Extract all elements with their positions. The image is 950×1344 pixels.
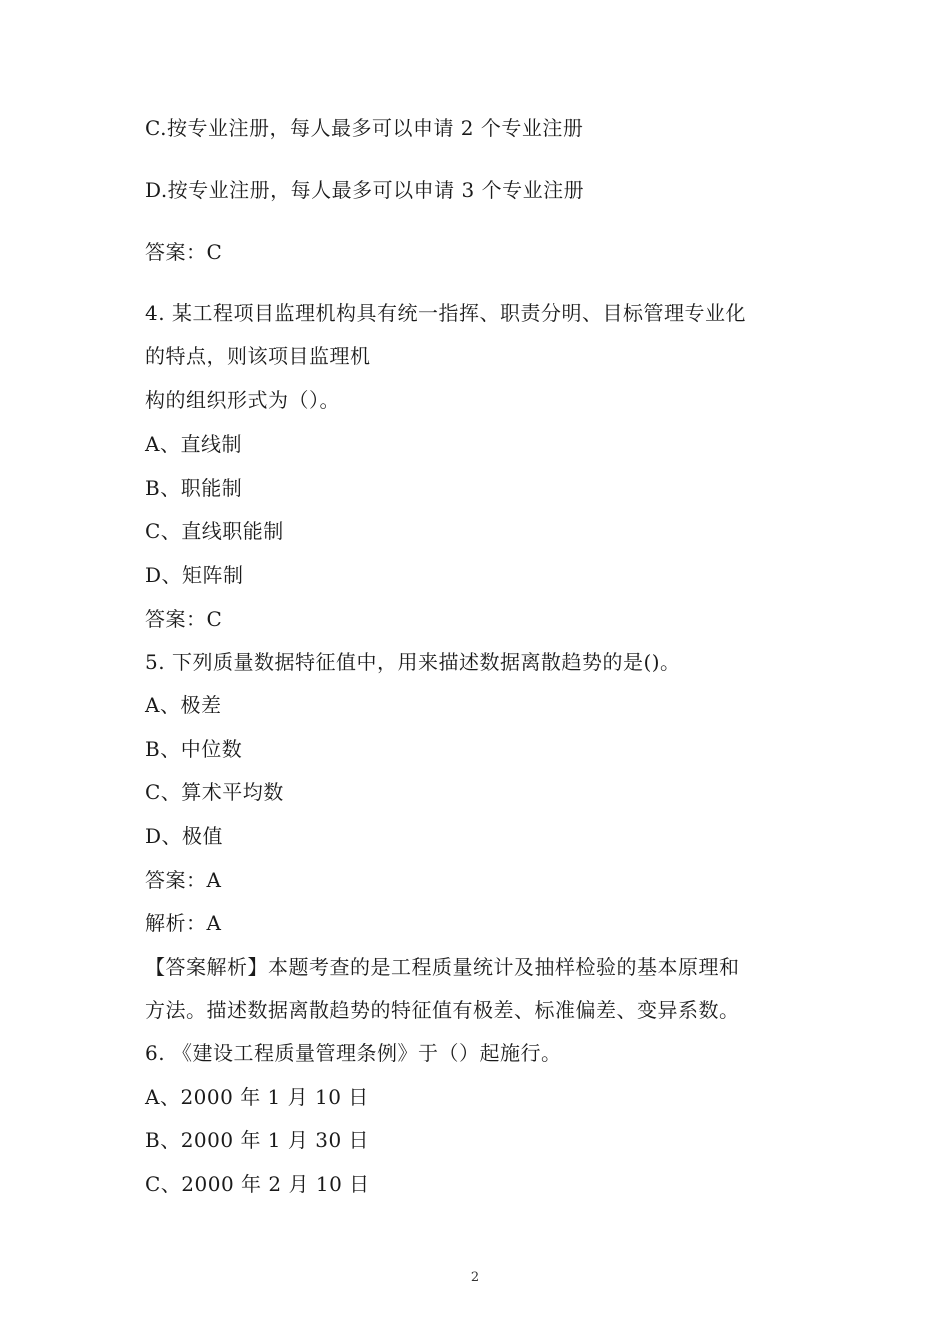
- question-6-text: 6. 《建设工程质量管理条例》于（）起施行。: [145, 1041, 562, 1065]
- question-5-analysis-line-1: 【答案解析】本题考查的是工程质量统计及抽样检验的基本原理和: [145, 955, 740, 979]
- question-4-text-line-3: 构的组织形式为（）。: [145, 388, 340, 412]
- option-c-previous-question: C.按专业注册，每人最多可以申请 2 个专业注册: [145, 116, 584, 140]
- question-5-option-d: D、极值: [145, 824, 224, 848]
- answer-previous-question: 答案：C: [145, 240, 223, 264]
- option-d-previous-question: D.按专业注册，每人最多可以申请 3 个专业注册: [145, 178, 585, 202]
- question-5-analysis-line-2: 方法。描述数据离散趋势的特征值有极差、标准偏差、变异系数。: [145, 998, 740, 1022]
- question-4-text-line-2: 的特点，则该项目监理机: [145, 344, 371, 368]
- question-5-text: 5. 下列质量数据特征值中，用来描述数据离散趋势的是()。: [145, 650, 681, 674]
- question-5-option-b: B、中位数: [145, 737, 243, 761]
- question-6-option-b: B、2000 年 1 月 30 日: [145, 1128, 370, 1152]
- question-5-analysis-label: 解析：A: [145, 911, 222, 935]
- question-4-text-line-1: 4. 某工程项目监理机构具有统一指挥、职责分明、目标管理专业化: [145, 301, 746, 325]
- question-4-option-d: D、矩阵制: [145, 563, 244, 587]
- question-5-option-c: C、算术平均数: [145, 780, 284, 804]
- question-4-option-b: B、职能制: [145, 476, 243, 500]
- question-5-option-a: A、极差: [145, 693, 222, 717]
- page-number: 2: [470, 1270, 480, 1285]
- question-5-answer: 答案：A: [145, 868, 222, 892]
- question-6-option-a: A、2000 年 1 月 10 日: [145, 1085, 369, 1109]
- question-4-option-a: A、直线制: [145, 432, 242, 456]
- question-4-answer: 答案：C: [145, 607, 223, 631]
- question-6-option-c: C、2000 年 2 月 10 日: [145, 1172, 370, 1196]
- question-4-option-c: C、直线职能制: [145, 519, 284, 543]
